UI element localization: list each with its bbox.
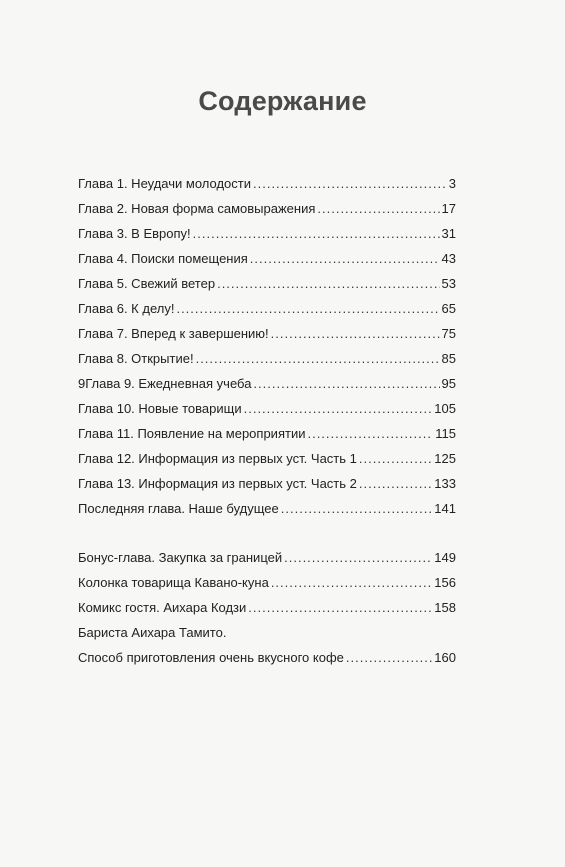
toc-bonus-list bbox=[78, 548, 456, 673]
toc-entry bbox=[78, 499, 456, 524]
toc-entry-label: Глава 6. К делу! bbox=[78, 301, 175, 316]
leader-dots bbox=[317, 199, 439, 219]
toc-entry-page: 156 bbox=[434, 575, 456, 590]
leader-dots bbox=[253, 174, 447, 194]
toc-entry-page: 17 bbox=[441, 201, 456, 216]
leader-dots bbox=[346, 648, 432, 668]
leader-dots bbox=[271, 573, 432, 593]
leader-dots bbox=[359, 474, 432, 494]
toc-entry bbox=[78, 274, 456, 299]
toc-entry-label: Бариста Аихара Тамито. bbox=[78, 625, 227, 640]
toc-entry-page: 149 bbox=[434, 550, 456, 565]
toc-entry-page: 31 bbox=[441, 226, 456, 241]
toc-entry-label: Глава 13. Информация из первых уст. Часть 2 bbox=[78, 476, 357, 491]
toc-entry bbox=[78, 449, 456, 474]
toc-entry-heading bbox=[78, 623, 456, 648]
toc-entry bbox=[78, 399, 456, 424]
toc-entry-label: Глава 12. Информация из первых уст. Часть 1 bbox=[78, 451, 357, 466]
toc-entry bbox=[78, 374, 456, 399]
toc-main-list bbox=[78, 174, 456, 524]
toc-entry-page: 95 bbox=[441, 376, 456, 391]
toc-entry-label: Колонка товарища Кавано-куна bbox=[78, 575, 269, 590]
toc-entry-label: Комикс гостя. Аихара Кодзи bbox=[78, 600, 247, 615]
toc-entry-page: 75 bbox=[441, 326, 456, 341]
toc-entry bbox=[78, 224, 456, 249]
toc-entry bbox=[78, 573, 456, 598]
toc-entry bbox=[78, 199, 456, 224]
toc-entry-label: Глава 4. Поиски помещения bbox=[78, 251, 248, 266]
leader-dots bbox=[281, 499, 433, 519]
toc-entry-page: 3 bbox=[448, 176, 456, 191]
leader-dots bbox=[244, 399, 433, 419]
toc-entry bbox=[78, 648, 456, 673]
toc-entry-page: 158 bbox=[434, 600, 456, 615]
toc-entry-label: Способ приготовления очень вкусного кофе bbox=[78, 650, 344, 665]
leader-dots bbox=[253, 374, 439, 394]
toc-entry bbox=[78, 474, 456, 499]
leader-dots bbox=[271, 324, 440, 344]
toc-entry bbox=[78, 324, 456, 349]
leader-dots bbox=[176, 299, 439, 319]
toc-entry bbox=[78, 548, 456, 573]
leader-dots bbox=[196, 349, 440, 369]
leader-dots bbox=[193, 224, 440, 244]
toc-entry-label: Глава 11. Появление на мероприятии bbox=[78, 426, 306, 441]
toc-entry-page: 125 bbox=[434, 451, 456, 466]
toc-entry-label: 9Глава 9. Ежедневная учеба bbox=[78, 376, 252, 391]
leader-dots bbox=[217, 274, 439, 294]
toc-entry-label: Глава 1. Неудачи молодости bbox=[78, 176, 251, 191]
toc-entry-label: Глава 7. Вперед к завершению! bbox=[78, 326, 269, 341]
toc-entry bbox=[78, 174, 456, 199]
toc-entry-page: 105 bbox=[434, 401, 456, 416]
leader-dots bbox=[307, 424, 433, 444]
page-title: Содержание bbox=[198, 86, 367, 116]
toc-entry-label: Глава 3. В Европу! bbox=[78, 226, 191, 241]
leader-dots bbox=[284, 548, 432, 568]
toc-entry-label: Глава 2. Новая форма самовыражения bbox=[78, 201, 316, 216]
toc-entry-page: 141 bbox=[434, 501, 456, 516]
toc-entry-label: Последняя глава. Наше будущее bbox=[78, 501, 279, 516]
leader-dots bbox=[248, 598, 432, 618]
toc-entry-page: 160 bbox=[434, 650, 456, 665]
leader-dots bbox=[359, 449, 432, 469]
toc-entry bbox=[78, 299, 456, 324]
toc-entry-page: 133 bbox=[434, 476, 456, 491]
toc-entry bbox=[78, 424, 456, 449]
toc-entry-page: 115 bbox=[435, 426, 456, 441]
leader-dots bbox=[250, 249, 440, 269]
toc-entry-label: Глава 10. Новые товарищи bbox=[78, 401, 242, 416]
toc-entry-page: 53 bbox=[441, 276, 456, 291]
toc-entry-page: 85 bbox=[441, 351, 456, 366]
toc-entry-label: Бонус-глава. Закупка за границей bbox=[78, 550, 283, 565]
toc-entry-label: Глава 5. Свежий ветер bbox=[78, 276, 216, 291]
toc-entry-page: 65 bbox=[441, 301, 456, 316]
toc-entry bbox=[78, 349, 456, 374]
toc-entry-label: Глава 8. Открытие! bbox=[78, 351, 194, 366]
toc-entry bbox=[78, 249, 456, 274]
toc-entry bbox=[78, 598, 456, 623]
toc-entry-page: 43 bbox=[441, 251, 456, 266]
